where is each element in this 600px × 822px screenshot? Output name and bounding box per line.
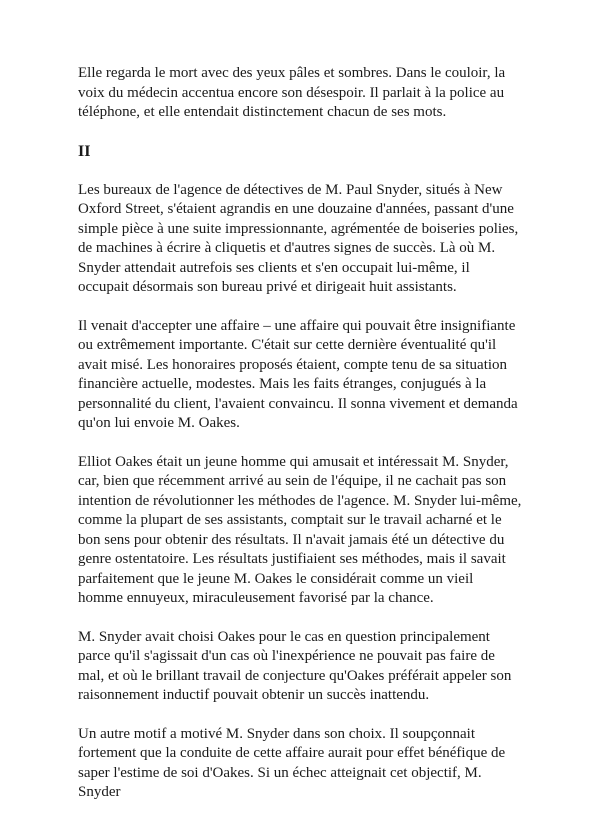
document-page	[78, 64, 522, 822]
paragraph-6: Un autre motif a motivé M. Snyder dans son choix. Il soupçonnait fortement que la conduite de cette affaire aurait pour effet bénéfique de saper l'estime de soi d'Oakes. Si un échec atteignait cet objectif, M. Snyder	[78, 725, 506, 800]
paragraph-1: Elle regarda le mort avec des yeux pâles et sombres. Dans le couloir, la voix du médecin accentua encore son désespoir. Il parlait à la police au téléphone, et elle entendait distinctement chacun de ses mots.	[78, 65, 506, 120]
paragraph-3: Il venait d'accepter une affaire – une affaire qui pouvait être insignifiante ou extrêmement importante. C'était sur cette dernière éventualité qu'il avait misé. Les honoraires proposés étaient, compte tenu de sa situation financière actuelle, modestes. Mais les faits étranges, conjugués à la personnalité du client, l'avaient convaincu. Il sonna vivement et demanda qu'on lui envoie M. Oakes.	[78, 317, 518, 431]
chapter-heading: II	[78, 142, 91, 160]
paragraph-2: Les bureaux de l'agence de détectives de M. Paul Snyder, situés à New Oxford Street, s'étaient agrandis en une douzaine d'années, passant d'une simple pièce à une suite impressionnante, agrémentée de boiseries polies, de machines à écrire à cliquetis et d'autres signes de succès. Là où M. Snyder attendait autrefois ses clients et s'en occupait lui-même, il occupait désormais son bureau privé et dirigeait huit assistants.	[78, 181, 519, 295]
paragraph-4: Elliot Oakes était un jeune homme qui amusait et intéressait M. Snyder, car, bien que récemment arrivé au sein de l'équipe, il ne cachait pas son intention de révolutionner les méthodes de l'agence. M. Snyder lui-même, comme la plupart de ses assistants, comptait sur le travail acharné et le bon sens pour obtenir des résultats. Il n'avait jamais été un détective du genre ostentatoire. Les résultats justifiaient ses méthodes, mais il savait parfaitement que le jeune M. Oakes le considérait comme un vieil homme ennuyeux, miraculeusement favorisé par la chance.	[78, 453, 522, 606]
paragraph-5: M. Snyder avait choisi Oakes pour le cas en question principalement parce qu'il s'agissait d'un cas où l'inexpérience ne pouvait pas faire de mal, et où le brillant travail de conjecture qu'Oakes préférait appeler son raisonnement inductif pouvait obtenir un succès inattendu.	[78, 628, 512, 703]
